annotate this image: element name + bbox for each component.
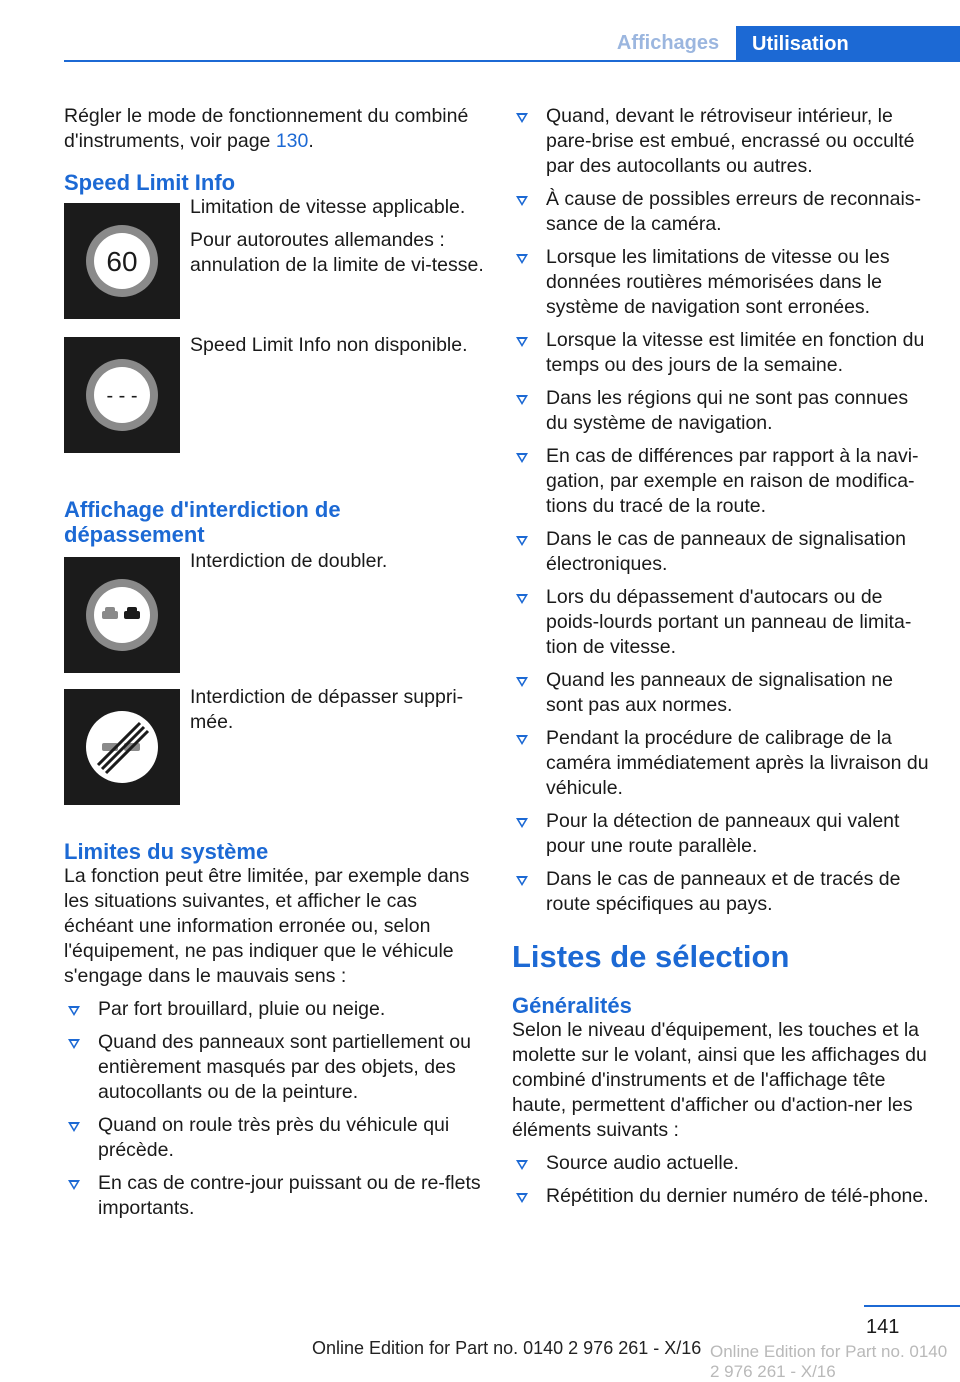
list-item: Par fort brouillard, pluie ou neige. [64, 997, 484, 1022]
sign-unavailable-text: Speed Limit Info non disponible. [190, 334, 468, 356]
footer-edition: Online Edition for Part no. 0140 2 976 261 - X/16 [312, 1338, 702, 1358]
list-item: Quand, devant le rétroviseur intérieur, le pare-brise est embué, encrassé ou occulté par des autocollants ou autres. [512, 104, 932, 179]
list-item: En cas de différences par rapport à la navi-gation, par exemple en raison de modifica-tions du tracé de la route. [512, 444, 932, 519]
list-item: Dans le cas de panneaux et de tracés de route spécifiques au pays. [512, 867, 932, 917]
selection-paragraph: Selon le niveau d'équipement, les touches et la molette sur le volant, ainsi que les affichages du combiné d'instruments et de l'affichage tête haute, permettent d'afficher ou d'action-ner les éléments suivants : [512, 1019, 927, 1141]
speed-limit-60-icon [64, 203, 180, 319]
triangle-bullet-icon [516, 453, 528, 463]
triangle-bullet-icon [68, 1006, 80, 1016]
list-item: Pour la détection de panneaux qui valent pour une route parallèle. [512, 809, 932, 859]
triangle-bullet-icon [516, 536, 528, 546]
limits-list [64, 997, 484, 1221]
list-item: Répétition du dernier numéro de télé-phone. [512, 1184, 932, 1209]
page-number: 141 [866, 1316, 900, 1338]
list-item: Lorsque les limitations de vitesse ou les données routières mémorisées dans le système de navigation sont erronées. [512, 245, 932, 320]
triangle-bullet-icon [516, 735, 528, 745]
intro-paragraph [64, 104, 484, 154]
sign-row-unavailable [64, 334, 484, 497]
list-item: Quand les panneaux de signalisation ne sont pas aux normes. [512, 668, 932, 718]
intro-end: . [308, 130, 314, 152]
limits-heading: Limites du système [64, 839, 269, 864]
triangle-bullet-icon [68, 1180, 80, 1190]
triangle-bullet-icon [516, 594, 528, 604]
triangle-bullet-icon [516, 113, 528, 123]
list-item: Lorsque la vitesse est limitée en fonction du temps ou des jours de la semaine. [512, 328, 932, 378]
triangle-bullet-icon [68, 1122, 80, 1132]
no-overtaking-text: Interdiction de doubler. [190, 550, 388, 572]
speed-limit-heading: Speed Limit Info [64, 170, 236, 195]
triangle-bullet-icon [516, 337, 528, 347]
list-item: Dans les régions qui ne sont pas connues du système de navigation. [512, 386, 932, 436]
triangle-bullet-icon [516, 818, 528, 828]
triangle-bullet-icon [516, 876, 528, 886]
overtaking-heading: Affichage d'interdiction de dépassement [64, 497, 341, 547]
selection-list [512, 1151, 932, 1209]
speed-limit-value: 60 [106, 246, 138, 277]
right-column [512, 104, 932, 1217]
triangle-bullet-icon [68, 1039, 80, 1049]
triangle-bullet-icon [516, 1193, 528, 1203]
list-item: Quand on roule très près du véhicule qui précède. [64, 1113, 484, 1163]
no-overtaking-icon [64, 557, 180, 673]
sign-60-description: Limitation de vitesse applicable. [190, 196, 466, 218]
limits-paragraph: La fonction peut être limitée, par exemple dans les situations suivantes, et afficher le cas échéant une information erronée ou, selon l'équipement, ne pas indiquer que le véhicule s'engage dans le mauvais sens : [64, 865, 470, 987]
list-item: Source audio actuelle. [512, 1151, 932, 1176]
sign-row-no-overtaking [64, 550, 484, 689]
list-item: Pendant la procédure de calibrage de la caméra immédiatement après la livraison du véhicule. [512, 726, 932, 801]
end-no-overtaking-text: Interdiction de dépasser suppri-mée. [190, 686, 464, 733]
triangle-bullet-icon [516, 196, 528, 206]
selection-lists-heading: Listes de sélection [512, 939, 790, 974]
tab-affichages[interactable]: Affichages [616, 31, 720, 54]
watermark: Online Edition for Part no. 0140 2 976 261 - X/16 [710, 1342, 948, 1381]
speed-limit-unavailable-icon [64, 337, 180, 453]
sign-60-text [190, 195, 486, 286]
general-subheading: Généralités [512, 993, 632, 1018]
triangle-bullet-icon [516, 395, 528, 405]
list-item: À cause de possibles erreurs de reconnais-sance de la caméra. [512, 187, 932, 237]
page-link[interactable]: 130 [275, 130, 309, 152]
sign-row-end-no-overtaking [64, 686, 484, 839]
limits-list-continued [512, 104, 932, 917]
intro-text: Régler le mode de fonctionnement du combiné d'instruments, voir page [64, 105, 469, 152]
list-item: En cas de contre-jour puissant ou de re-flets importants. [64, 1171, 484, 1221]
end-no-overtaking-icon [64, 689, 180, 805]
list-item: Lors du dépassement d'autocars ou de poids-lourds portant un panneau de limita-tion de vitesse. [512, 585, 932, 660]
sign-60-autobahn-note: Pour autoroutes allemandes : annulation de la limite de vi-tesse. [190, 229, 484, 276]
triangle-bullet-icon [516, 254, 528, 264]
triangle-bullet-icon [516, 677, 528, 687]
sign-row-60 [64, 196, 484, 337]
left-column [64, 104, 484, 1229]
tab-utilisation[interactable]: Utilisation [736, 26, 960, 62]
list-item: Quand des panneaux sont partiellement ou entièrement masqués par des objets, des autocollants ou de la peinture. [64, 1030, 484, 1105]
speed-limit-unavailable-value: - - - [106, 385, 138, 407]
list-item: Dans le cas de panneaux de signalisation électroniques. [512, 527, 932, 577]
triangle-bullet-icon [516, 1160, 528, 1170]
footer-rule [864, 1305, 960, 1307]
